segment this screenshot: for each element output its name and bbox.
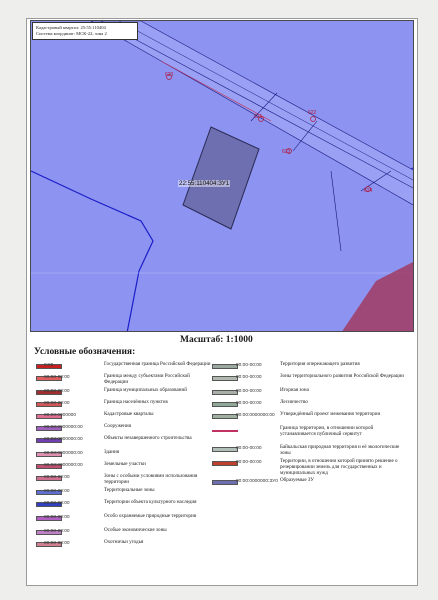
legend-item: 00:00-00:00 Граница между субъектами Российской Федерации (34, 374, 218, 388)
legend-item: Граница территории, в отношении которой устанавливается публичный сервитут (210, 426, 406, 445)
point-label: 624 (364, 188, 373, 194)
legend-swatch (212, 390, 238, 395)
point-label: 620 (165, 72, 174, 78)
cadastral-map (30, 20, 414, 332)
legend-swatch (212, 402, 238, 407)
legend-item: 00:00:0000000:00 Объекты незавершенного строительства (34, 436, 218, 450)
point-label: 621 (254, 114, 263, 120)
parcel-polygon (183, 127, 259, 229)
point-label: 622 (308, 110, 317, 116)
legend-item: 00:00:0000000:00 Земельные участки (34, 462, 218, 474)
boundary-line (31, 171, 153, 332)
legend-item: 00:00-00:00 Граница населённых пунктов (34, 400, 218, 412)
legend-item: 00:00-00:00 Особые экономические зоны (34, 528, 218, 540)
legend-swatch (212, 430, 238, 432)
map-graphics (31, 21, 414, 332)
zone-polygon (341, 261, 414, 332)
legend-item: 00:00:0000000:00 Сооружения (34, 424, 218, 436)
legend-item: 00:00-00:00 Территория опережающего развития (210, 362, 406, 374)
legend-item: 00:00-00:00 Зоны территориального развития Российской Федерации (210, 374, 406, 388)
coordinate-system-text: Система координат: МСК-22, зона 2 (36, 30, 107, 36)
legend-item: 00:00-00:00 Лесничество (210, 400, 406, 412)
legend-swatch (212, 461, 238, 466)
cadastral-quarter-text: Кадастровый квартал: 25:55:110404 (36, 25, 106, 30)
legend-swatch (212, 447, 238, 452)
legend-item: 00:00-00:00 Территории, в отношении которой принято решение о резервировании земель для государственных и муниципальных нужд (210, 459, 406, 478)
legend-swatch (212, 376, 238, 381)
legend-item: 00:00-00:00 Зоны с особыми условиями использования территории (34, 474, 218, 488)
legend-swatch (212, 364, 238, 369)
legend-item: 00:00-00:00 Байкальская природная территория и её экологические зоны (210, 445, 406, 459)
legend-item: 00:00:0000000 Кадастровые кварталы (34, 412, 218, 424)
legend-item: 00:00-00:00 Особо охраняемые природные территории (34, 514, 218, 528)
legend-item: 00:00-00:00 Территориальные зоны (34, 488, 218, 500)
legend (34, 362, 406, 552)
legend-item: 00:00-00:00 Граница муниципальных образований (34, 388, 218, 400)
legend-item: 00:00:0000000:00 Утверждённый проект межевания территории (210, 412, 406, 426)
legend-item: 00:00-00:00 Охотничьи угодья (34, 540, 218, 552)
legend-item: 00:00-00:00 Территории объекта культурного наследия (34, 500, 218, 514)
legend-heading: Условные обозначения: (34, 347, 136, 357)
legend-column-right (210, 362, 406, 490)
legend-swatch (212, 414, 238, 419)
scale-label: Масштаб: 1:1000 (180, 335, 253, 345)
point-label: 623 (282, 149, 291, 155)
parcel-label: 22:55:110404:ЗУ1 (179, 180, 230, 187)
cadastral-info-box (32, 22, 138, 40)
road-strip (91, 21, 414, 206)
legend-swatch (212, 480, 238, 485)
legend-item: 00:00-00:00 Игорная зона (210, 388, 406, 400)
legend-item: 00:00:0000000:ЗУ0 Образуемые ЗУ (210, 478, 406, 490)
legend-item: 00:00:0000000:00 Здания (34, 450, 218, 462)
legend-item: 0:00 Государственная граница Российской Федерации (34, 362, 218, 374)
legend-column-left (34, 362, 218, 552)
